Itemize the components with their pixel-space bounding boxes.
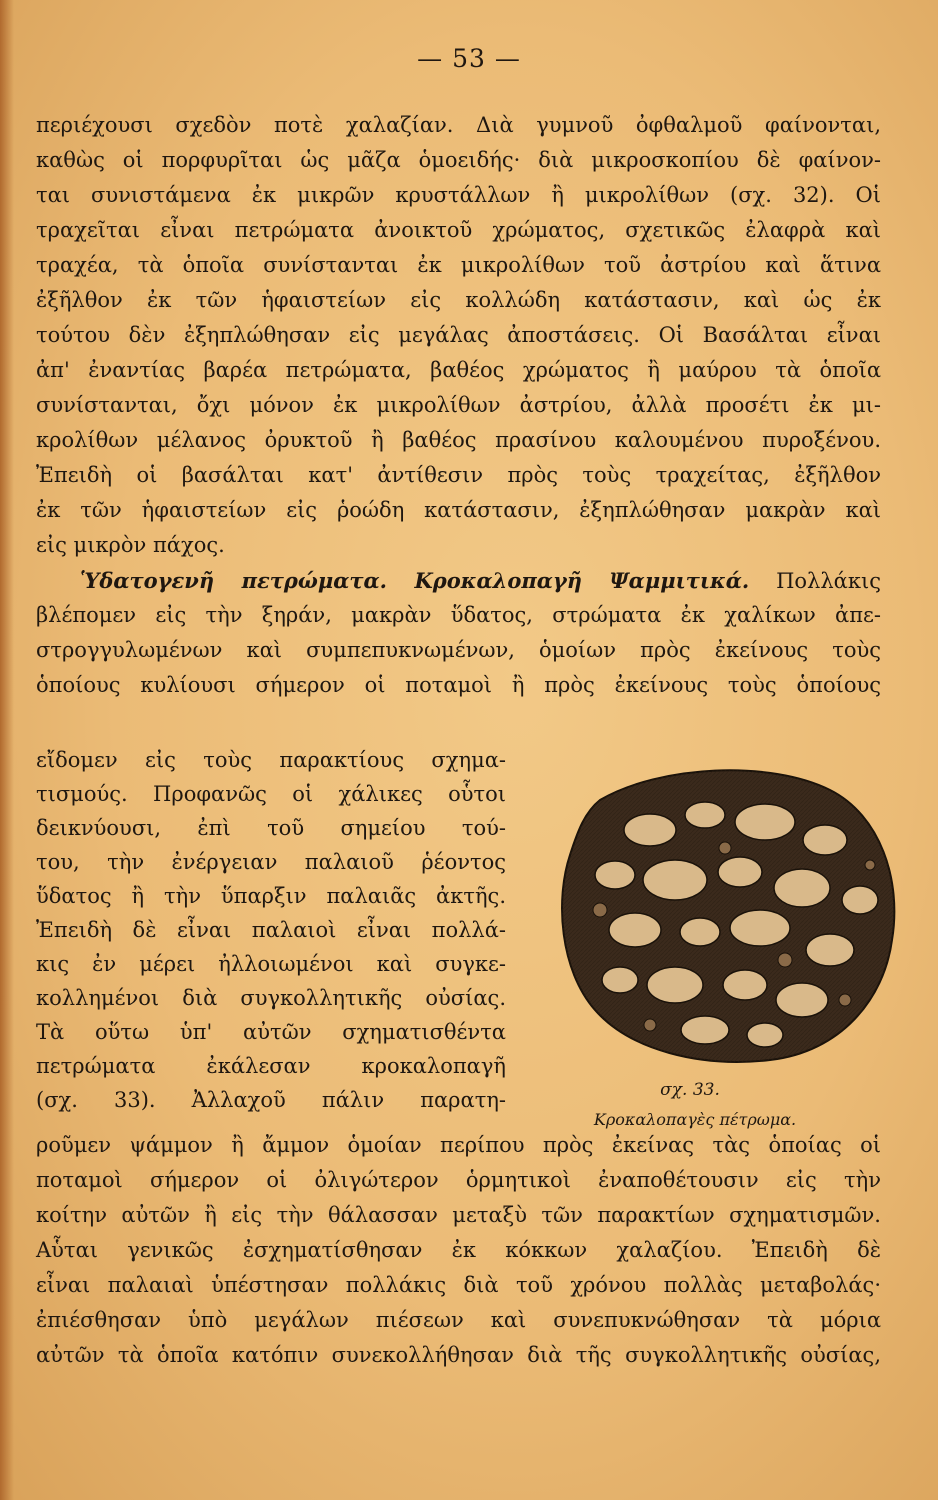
text-line: Ἐπειδὴ δὲ εἶναι παλαιοὶ εἶναι πολλά- <box>36 918 506 942</box>
section-first-line-rest: Πολλάκις <box>776 569 881 593</box>
text-line: ἐξῆλθον ἐκ τῶν ἡφαιστείων εἰς κολλώδη κατάστασιν, καὶ ὡς ἐκ <box>36 288 881 312</box>
text-line: ἀπ' ἐναντίας βαρέα πετρώματα, βαθέος χρώματος ἢ μαύρου τὰ ὁποῖα <box>36 358 881 382</box>
text-line: συνίστανται, ὄχι μόνον ἐκ μικρολίθων ἀστρίου, ἀλλὰ προσέτι ἐκ μι- <box>36 393 881 417</box>
text-line: κολλημένοι διὰ συγκολλητικῆς οὐσίας. <box>36 986 506 1010</box>
text-line: περιέχουσι σχεδὸν ποτὲ χαλαζίαν. Διὰ γυμνοῦ ὀφθαλμοῦ φαίνονται, <box>36 113 881 137</box>
section-first-line <box>80 567 881 595</box>
text-line: ἐπιέσθησαν ὑπὸ μεγάλων πιέσεων καὶ συνεπυκνώθησαν τὰ μόρια <box>36 1308 881 1332</box>
text-line: (σχ. 33). Ἀλλαχοῦ πάλιν παρατη- <box>36 1088 506 1112</box>
conglomerate-rock-illustration <box>540 760 912 1070</box>
text-line: ὕδατος ἢ τὴν ὕπαρξιν παλαιᾶς ἀκτῆς. <box>36 884 506 908</box>
text-line: ται συνιστάμενα ἐκ μικρῶν κρυστάλλων ἢ μικρολίθων (σχ. 32). Οἱ <box>36 183 881 207</box>
text-line: κις ἐν μέρει ἠλλοιωμένοι καὶ συγκε- <box>36 952 506 976</box>
text-line: εἴδομεν εἰς τοὺς παρακτίους σχημα- <box>36 748 506 772</box>
text-line: ποταμοὶ σήμερον οἱ ὀλιγώτερον ὁρμητικοὶ ἐναποθέτουσιν εἰς τὴν <box>36 1168 881 1192</box>
text-line: τισμούς. Προφανῶς οἱ χάλικες οὗτοι <box>36 782 506 806</box>
text-line: κρολίθων μέλανος ὀρυκτοῦ ἢ βαθέος πρασίνου καλουμένου πυροξένου. <box>36 428 881 452</box>
text-line: βλέπομεν εἰς τὴν ξηράν, μακρὰν ὕδατος, στρώματα ἐκ χαλίκων ἀπε- <box>36 603 881 627</box>
page-edge-shadow <box>0 0 14 1500</box>
text-line: τούτου δὲν ἐξηπλώθησαν εἰς μεγάλας ἀποστάσεις. Οἱ Βασάλται εἶναι <box>36 323 881 347</box>
text-line: του, τὴν ἐνέργειαν παλαιοῦ ῥέοντος <box>36 850 506 874</box>
text-line: τραχέα, τὰ ὁποῖα συνίστανται ἐκ μικρολίθων τοῦ ἀστρίου καὶ ἅτινα <box>36 253 881 277</box>
text-line: εἰς μικρὸν πάχος. <box>36 533 225 557</box>
figure-number: σχ. 33. <box>660 1080 720 1100</box>
text-line: δεικνύουσι, ἐπὶ τοῦ σημείου τού- <box>36 816 506 840</box>
text-line: ὁποίους κυλίουσι σήμερον οἱ ποταμοὶ ἢ πρὸς ἐκείνους τοὺς ὁποίους <box>36 673 881 697</box>
text-line: καθὼς οἱ πορφυρῖται ὡς μᾶζα ὁμοειδής· διὰ μικροσκοπίου δὲ φαίνον- <box>36 148 881 172</box>
text-line: πετρώματα ἐκάλεσαν κροκαλοπαγῆ <box>36 1054 506 1078</box>
conglomerate-rock-icon <box>540 760 912 1070</box>
text-line: κοίτην αὐτῶν ἢ εἰς τὴν θάλασσαν μεταξὺ τῶν παρακτίων σχηματισμῶν. <box>36 1203 881 1227</box>
section-heading: Ὑδατογενῆ πετρώματα. Κροκαλοπαγῆ Ψαμμιτικά. <box>80 568 750 593</box>
text-line: ἐκ τῶν ἡφαιστείων εἰς ῥοώδη κατάστασιν, ἐξηπλώθησαν μακρὰν καὶ <box>36 498 881 522</box>
figure-caption: Κροκαλοπαγὲς πέτρωμα. <box>593 1110 797 1129</box>
page-number: — 53 — <box>417 44 521 73</box>
text-line: Τὰ οὕτω ὑπ' αὐτῶν σχηματισθέντα <box>36 1020 506 1044</box>
text-line: Αὗται γενικῶς ἐσχηματίσθησαν ἐκ κόκκων χαλαζίου. Ἐπειδὴ δὲ <box>36 1238 881 1262</box>
text-line: τραχεῖται εἶναι πετρώματα ἀνοικτοῦ χρώματος, σχετικῶς ἐλαφρὰ καὶ <box>36 218 881 242</box>
text-line: αὐτῶν τὰ ὁποῖα κατόπιν συνεκολλήθησαν διὰ τῆς συγκολλητικῆς οὐσίας, <box>36 1343 881 1367</box>
text-line: στρογγυλωμένων καὶ συμπεπυκνωμένων, ὁμοίων πρὸς ἐκείνους τοὺς <box>36 638 881 662</box>
text-line: ροῦμεν ψάμμον ἢ ἄμμον ὁμοίαν περίπου πρὸς ἐκείνας τὰς ὁποίας οἱ <box>36 1133 881 1157</box>
text-line: εἶναι παλαιαὶ ὑπέστησαν πολλάκις διὰ τοῦ χρόνου πολλὰς μεταβολάς· <box>36 1273 881 1297</box>
text-line: Ἐπειδὴ οἱ βασάλται κατ' ἀντίθεσιν πρὸς τοὺς τραχείτας, ἐξῆλθον <box>36 463 881 487</box>
